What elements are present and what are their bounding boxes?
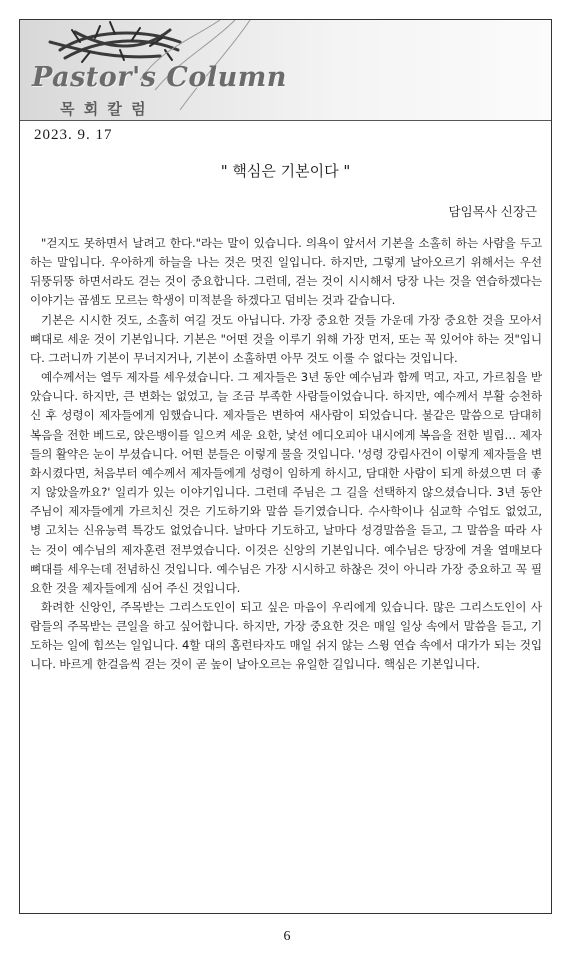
column-masthead xyxy=(20,20,551,121)
article-body xyxy=(30,234,542,675)
article-headline: " 핵심은 기본이다 " xyxy=(220,162,351,180)
article-date: 2023. 9. 17 xyxy=(34,127,113,143)
page-number: 6 xyxy=(283,929,291,944)
body-paragraph: 화려한 신앙인, 주목받는 그리스도인이 되고 싶은 마음이 우리에게 있습니다. 많은 그리스도인이 사람들의 주목받는 큰일을 하고 싶어합니다. 하지만, 가장 중요한 것은 매일 일상 속에서 말씀을 듣고, 기도하는 일에 힘쓰는 일입니다. 4할 대의 홈런타자도 매일 쉬지 않는 스윙 연습 속에서 대가가 되는 것입니다. 바르게 한걸음씩 걷는 것이 곧 높이 날아오르는 유일한 길입니다. 핵심은 기본입니다. xyxy=(30,599,542,672)
body-paragraph: 예수께서는 열두 제자를 세우셨습니다. 그 제자들은 3년 동안 예수님과 함께 먹고, 자고, 가르침을 받았습니다. 하지만, 큰 변화는 없었고, 늘 조금 부족한 사람들이었습니다. 하지만, 예수께서 부활 승천하신 후 성령이 제자들에게 임했습니다. 제자들은 변하여 새사람이 되었습니다. 불같은 말씀으로 담대히 복음을 전한 베드로, 앉은뱅이를 일으켜 세운 요한, 낯선 에디오피아 내시에게 복음을 전한 빌립… 제자들의 활약은 눈이 부셨습니다. 어떤 분들은 이렇게 물을 것입니다. '성령 강림사건이 이렇게 제자들을 변화시켰다면, 처음부터 예수께서 제자들에게 성령이 임하게 하시고, 담대한 사람이 되게 하셨으면 더 좋지 않았을까요?' 일리가 있는 이야기입니다. 그런데 주님은 그 길을 선택하지 않으셨습니다. 3년 동안 주님이 제자들에게 가르치신 것은 기도하기와 말씀 듣기였습니다. 수사학이나 심교학 수업도 없었고, 병 고치는 신유능력 특강도 없었습니다. 날마다 기도하고, 날마다 성경말씀을 듣고, 그 말씀을 따라 사는 것이 예수님의 제자훈련 전부였습니다. 이것은 신앙의 기본입니다. 예수님은 당장에 겨울 열매보다 뼈대를 세우는데 전념하신 것입니다. 예수님은 가장 시시하고 하찮은 것이 아니라 가장 중요하고 꼭 필요한 것을 제자들에게 심어 주신 것입니다. xyxy=(30,370,542,595)
column-title: Pastor's Column xyxy=(32,62,287,93)
column-subtitle: 목 회 칼 럼 xyxy=(60,100,148,118)
body-paragraph: "걷지도 못하면서 날려고 한다."라는 말이 있습니다. 의욕이 앞서서 기본을 소홀히 하는 사람을 두고 하는 말입니다. 우아하게 하늘을 나는 것은 멋진 일입니다. 하지만, 그렇게 날아오르기 위해서는 우선 뒤뚱뒤뚱 하면서라도 걷는 것이 중요합니다. 그런데, 걷는 것이 시시해서 당장 나는 것을 연습하겠다는 이야기는 곱셈도 모르는 학생이 미적분을 하겠다고 덤비는 것과 같습니다. xyxy=(30,236,542,308)
article-author: 담임목사 신장근 xyxy=(448,204,537,219)
bulletin-page-frame xyxy=(19,19,552,914)
body-paragraph: 기본은 시시한 것도, 소홀히 여길 것도 아닙니다. 가장 중요한 것들 가운데 가장 중요한 것을 모아서 뼈대로 세운 것이 기본입니다. 기본은 "어떤 것을 이루기 위해 가장 먼저, 또는 꼭 있어야 하는 것"입니다. 그러니까 기본이 무너지거나, 기본이 소홀하면 아무 것도 이룰 수 없다는 것입니다. xyxy=(30,312,542,365)
